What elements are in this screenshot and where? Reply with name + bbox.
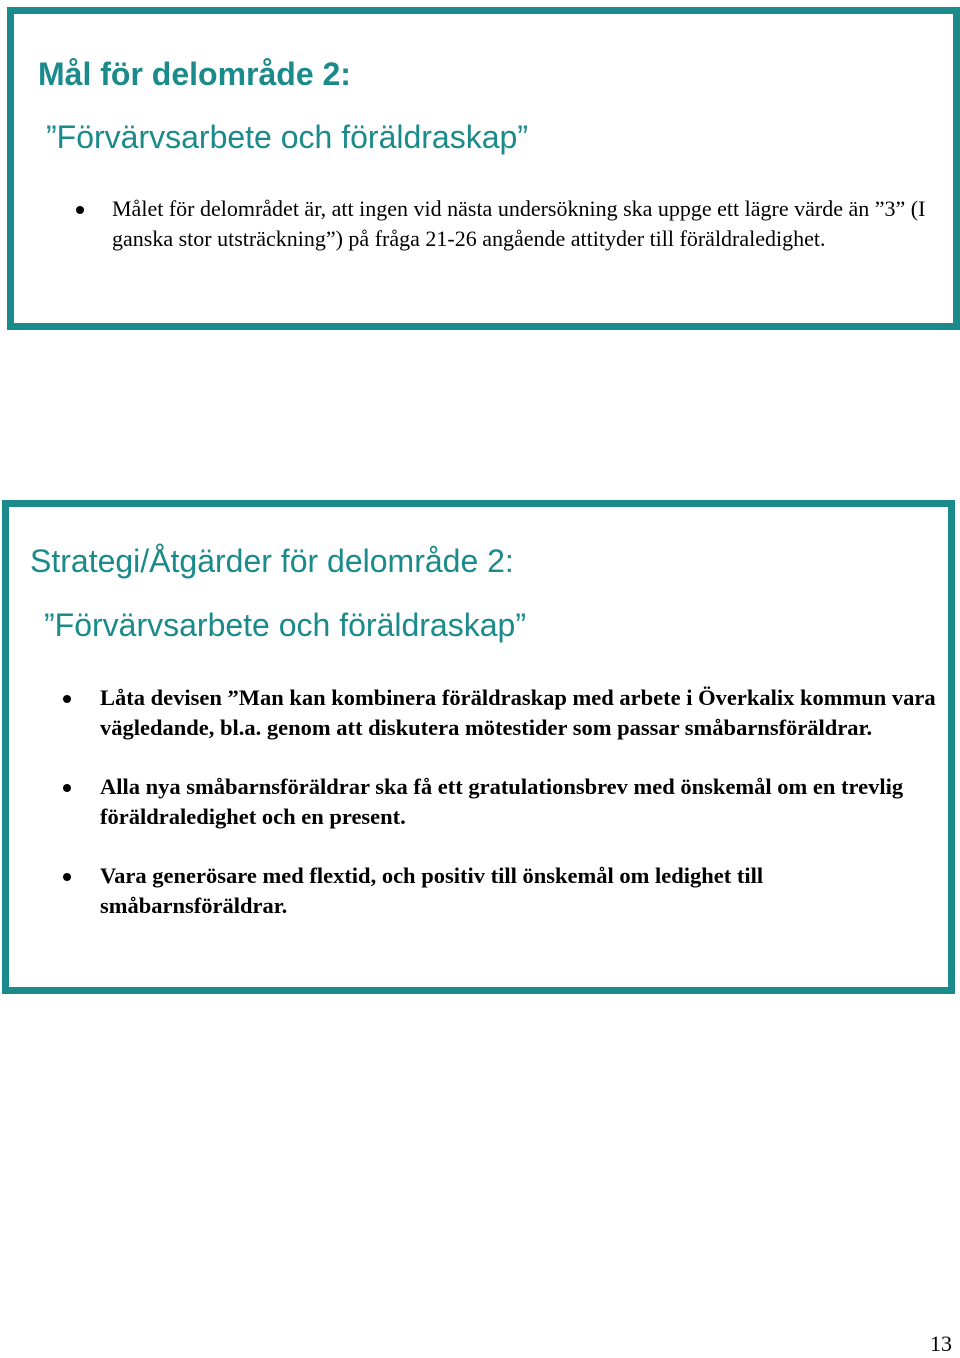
slide-strategy [2, 500, 955, 994]
slide-goal-title: Mål för delområde 2: [38, 56, 351, 92]
slide-strategy-subtitle: ”Förvärvsarbete och föräldraskap” [44, 607, 526, 643]
slide-goal-bullet-list [112, 194, 932, 254]
slide-goal-bullet-text: Målet för delområdet är, att ingen vid nästa undersökning ska uppge ett lägre värde än ”3” (I ganska stor utsträckning”) på fråga 21-26 angående attityder till föräldraledighet. [112, 196, 926, 251]
bullet-icon [63, 695, 71, 703]
slide-strategy-bullet-item [100, 772, 940, 831]
slide-strategy-bullet-item [100, 861, 940, 920]
slide-strategy-bullet-list [100, 683, 940, 920]
slide-goal-subtitle: ”Förvärvsarbete och föräldraskap” [46, 119, 528, 155]
slide-goal-bullet-item [112, 194, 932, 254]
bullet-icon [76, 206, 84, 214]
slide-strategy-bullet-text: Låta devisen ”Man kan kombinera föräldraskap med arbete i Överkalix kommun vara vägledande, bl.a. genom att diskutera mötestider som passar småbarnsföräldrar. [100, 685, 936, 740]
slide-strategy-bullet-text: Vara generösare med flextid, och positiv till önskemål om ledighet till småbarnsföräldrar. [100, 863, 764, 918]
slide-strategy-bullet-text: Alla nya småbarnsföräldrar ska få ett gratulationsbrev med önskemål om en trevlig föräldraledighet och en present. [100, 774, 904, 829]
slide-goal [7, 7, 960, 330]
bullet-icon [63, 784, 71, 792]
page-number: 13 [930, 1331, 952, 1356]
bullet-icon [63, 873, 71, 881]
slide-strategy-bullet-item [100, 683, 940, 742]
slide-strategy-title: Strategi/Åtgärder för delområde 2: [30, 543, 514, 579]
